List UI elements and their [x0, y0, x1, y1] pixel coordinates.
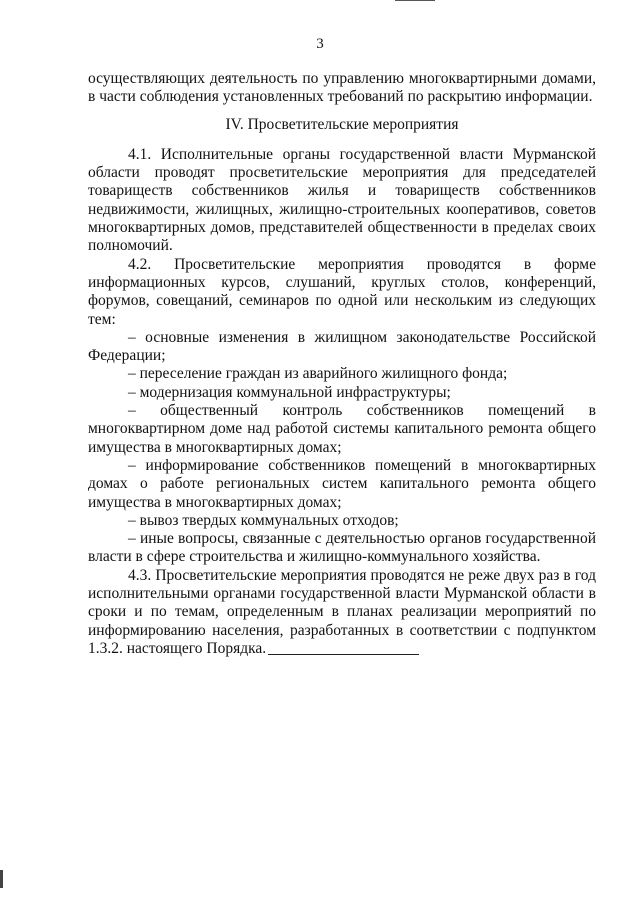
document-body: [88, 70, 596, 658]
topic-item: – основные изменения в жилищном законодательстве Российской Федерации;: [88, 328, 596, 365]
scan-margin-mark: [0, 870, 3, 888]
topic-item: – иные вопросы, связанные с деятельностью органов государственной власти в сфере строительства и жилищно-коммунального хозяйства.: [88, 530, 596, 566]
scan-edge-mark: [395, 0, 435, 1]
topic-item: – вывоз твердых коммунальных отходов;: [128, 511, 399, 529]
paragraph-4-2: 4.2. Просветительские мероприятия проводятся в форме информационных курсов, слушаний, круглых столов, конференций, форумов, совещаний, семинаров по одной или нескольким из следующих тем:: [88, 255, 596, 328]
section-title: IV. Просветительские мероприятия: [225, 115, 459, 133]
page-number: 3: [316, 36, 324, 52]
topic-item: – общественный контроль собственников помещений в многоквартирном доме над работой системы капитального ремонта общего имущества в многоквартирных домах;: [88, 402, 596, 456]
intro-paragraph: осуществляющих деятельность по управлению многоквартирными домами, в части соблюдения установленных требований по раскрытию информации.: [88, 70, 596, 106]
closing-rule: [268, 654, 419, 655]
topic-item: – информирование собственников помещений в многоквартирных домах о работе региональных систем капитального ремонта общего имущества в многоквартирных домах;: [88, 456, 596, 511]
topic-item: – переселение граждан из аварийного жилищного фонда;: [128, 365, 508, 383]
paragraph-4-3: 4.3. Просветительские мероприятия проводятся не реже двух раз в год исполнительными органами государственной власти Мурманской области в сроки и по темам, определенным в планах реализации мероприятий по информированию населения, разработанных в соответствии с подпунктом 1.3.2. настоящего Порядка.: [88, 566, 596, 657]
paragraph-4-1: 4.1. Исполнительные органы государственной власти Мурманской области проводят просветительские мероприятия для председателей товариществ собственников жилья и товариществ собственников недвижимости, жилищных, жилищно-строительных кооперативов, советов многоквартирных домов, представителей общественности в пределах своих полномочий.: [88, 145, 596, 255]
topic-item: – модернизация коммунальной инфраструктуры;: [128, 383, 451, 401]
